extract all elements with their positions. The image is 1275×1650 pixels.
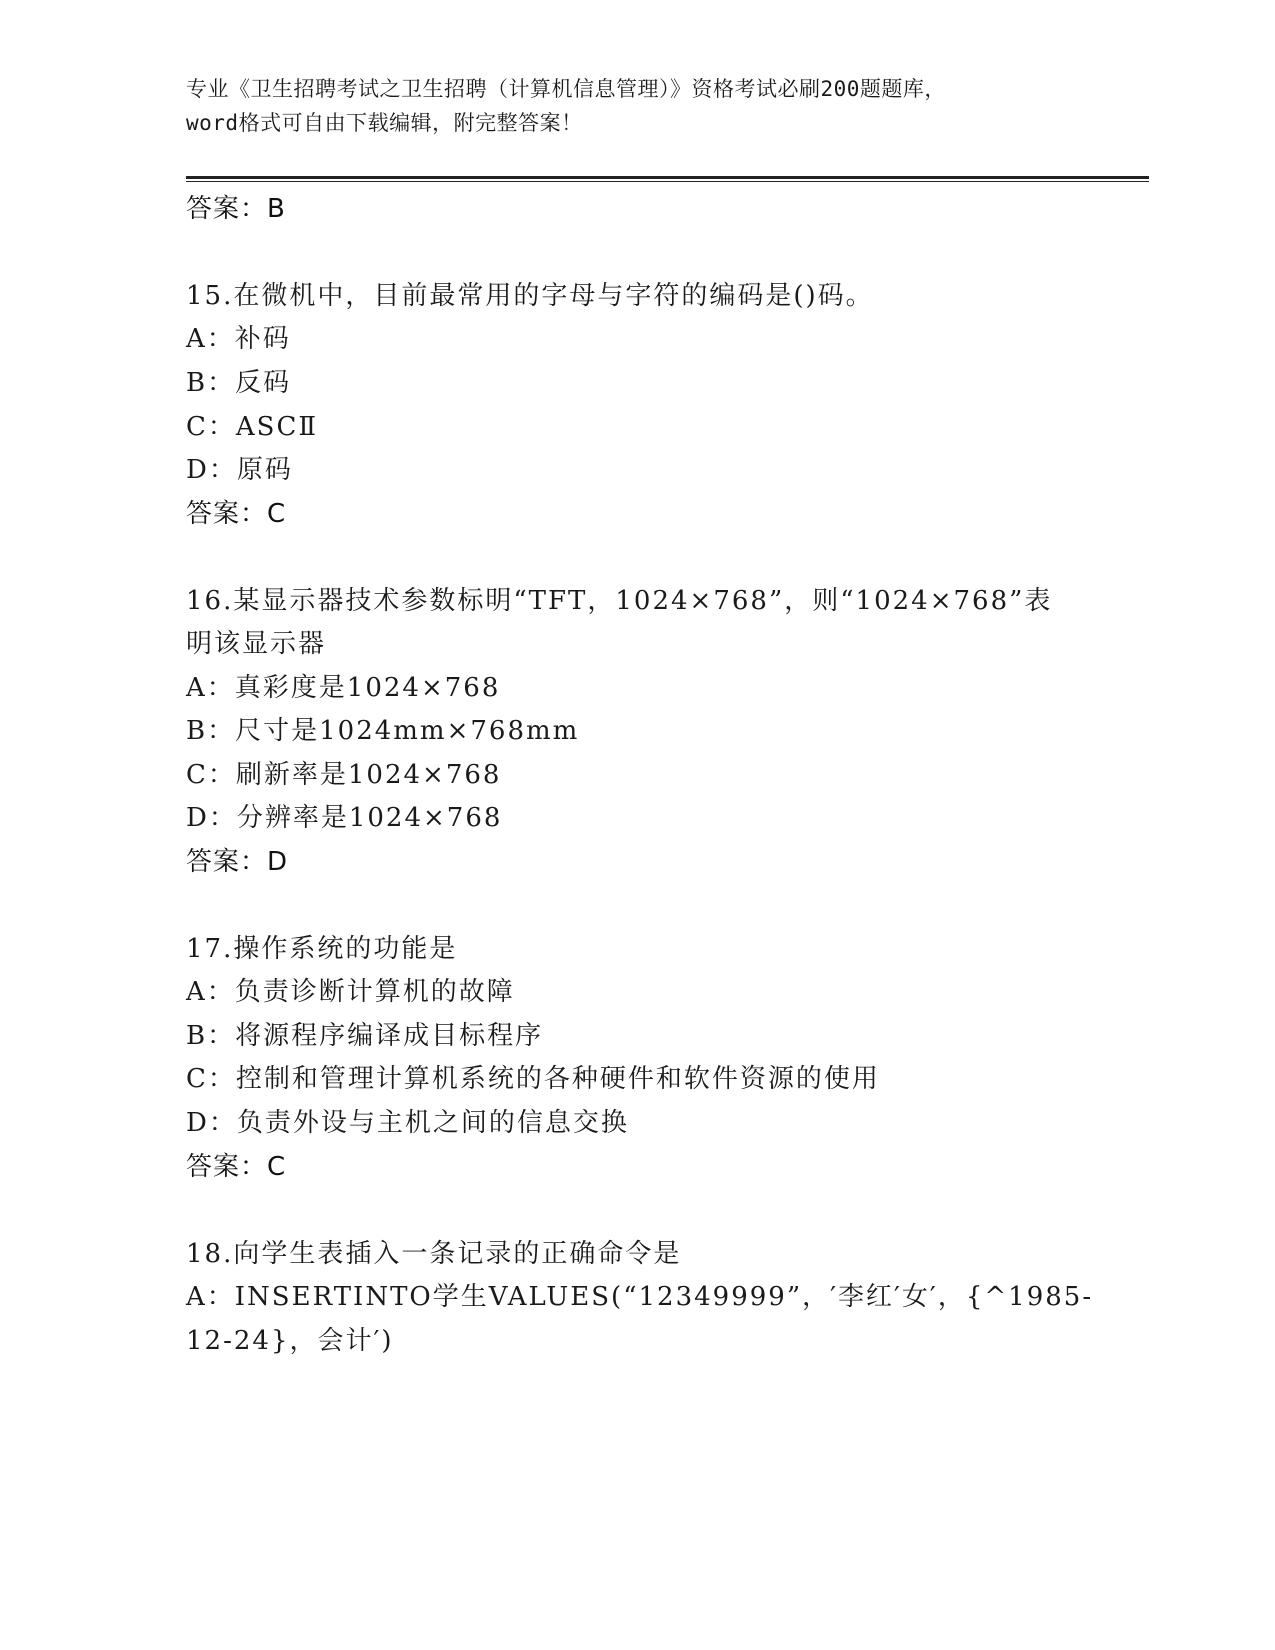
question-16-option-a: A：真彩度是1024×768 (186, 673, 501, 703)
question-16-stem-line-2: 明该显示器 (186, 629, 327, 659)
question-15-option-d: D：原码 (186, 455, 293, 485)
question-15-option-c: C：ASCⅡ (186, 412, 319, 442)
question-15-option-b: B：反码 (186, 368, 292, 398)
question-17-option-a: A：负责诊断计算机的故障 (186, 977, 515, 1007)
question-16-option-c: C：刷新率是1024×768 (186, 760, 502, 790)
header-line-2: word格式可自由下载编辑，附完整答案！ (186, 111, 583, 135)
question-16-option-b: B：尺寸是1024mm×768mm (186, 716, 580, 746)
header-divider-thick (186, 176, 1149, 179)
question-15-answer: 答案：C (186, 499, 287, 529)
question-15-stem: 15.在微机中，目前最常用的字母与字符的编码是()码。 (186, 281, 874, 311)
question-17-answer: 答案：C (186, 1152, 287, 1182)
question-17-option-b: B：将源程序编译成目标程序 (186, 1021, 544, 1051)
question-16-option-d: D：分辨率是1024×768 (186, 803, 503, 833)
question-17-option-d: D：负责外设与主机之间的信息交换 (186, 1108, 629, 1138)
question-17-option-c: C：控制和管理计算机系统的各种硬件和软件资源的使用 (186, 1064, 880, 1094)
question-18-option-a-line-1: A：INSERTINTO学生VALUES(“12349999”，′李红′女′，{^1985- (186, 1282, 1094, 1312)
question-17-stem: 17.操作系统的功能是 (186, 934, 458, 964)
header-divider-thin (186, 181, 1149, 182)
answer-prev: 答案：B (186, 194, 286, 224)
question-16-stem-line-1: 16.某显示器技术参数标明“TFT，1024×768”，则“1024×768”表 (186, 586, 1053, 616)
question-18-stem: 18.向学生表插入一条记录的正确命令是 (186, 1239, 682, 1269)
document-header (186, 72, 1086, 140)
question-15-option-a: A：补码 (186, 324, 291, 354)
question-18-option-a-line-2: 12-24}，会计′) (186, 1326, 394, 1356)
question-16-answer: 答案：D (186, 847, 289, 877)
header-line-1: 专业《卫生招聘考试之卫生招聘（计算机信息管理）》资格考试必刷200题题库， (186, 77, 946, 101)
